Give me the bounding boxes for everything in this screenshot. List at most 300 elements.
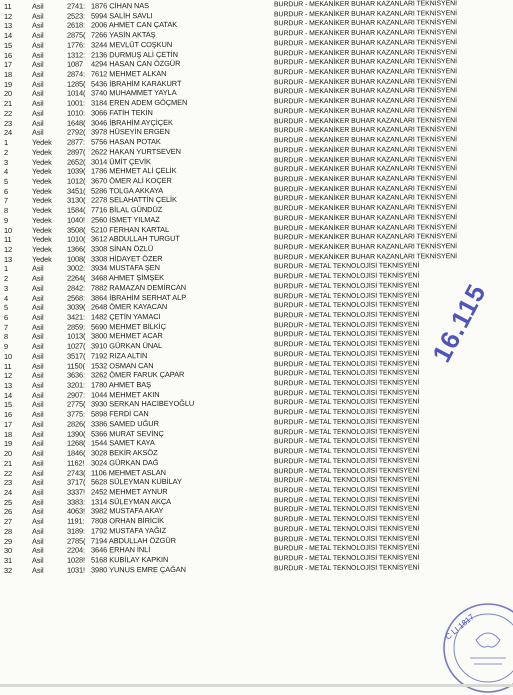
row-number: 10 (4, 351, 13, 361)
row-full-name: MUSTAFA AKAY (109, 506, 164, 516)
row-name-cell (91, 176, 231, 187)
row-program: BURDUR - METAL TEKNOLOJİSİ TEKNİSYENİ (274, 330, 420, 339)
row-code: 1532 (91, 360, 108, 371)
row-status: Asil (32, 380, 44, 390)
row-number: 19 (4, 79, 13, 89)
row-status: Asil (32, 536, 44, 546)
row-name-cell (91, 555, 231, 566)
row-number: 9 (4, 342, 9, 352)
row-id: 1087 (67, 59, 84, 69)
row-status: Yedek (32, 234, 52, 245)
row-full-name: FERHAN KARTAL (109, 224, 170, 234)
row-code: 5898 (91, 409, 108, 419)
row-number: 13 (4, 380, 13, 391)
row-id: 2877: (67, 137, 85, 147)
row-name-cell (91, 487, 231, 498)
row-program: BURDUR - METAL TEKNOLOJİSİ TEKNİSYENİ (274, 262, 420, 271)
row-code: 3386 (91, 419, 108, 429)
row-status: Asil (32, 50, 44, 60)
row-full-name: İBRAHİM AYÇİÇEK (109, 117, 173, 127)
row-program: BURDUR - MEKANİKER BUHAR KAZANLARI TEKNİSYENİ (274, 39, 457, 48)
row-number: 16 (4, 50, 13, 60)
row-code: 2622 (91, 147, 108, 157)
stamp-number: 16.115 (426, 278, 492, 368)
row-id: 3039( (67, 302, 86, 312)
row-code: 5756 (91, 137, 108, 147)
row-program: BURDUR - MEKANİKER BUHAR KAZANLARI TEKNİSYENİ (274, 68, 457, 77)
row-status: Asil (32, 439, 44, 449)
row-id: 2618: (67, 20, 85, 31)
row-status: Asil (32, 516, 44, 526)
row-program: BURDUR - MEKANİKER BUHAR KAZANLARI TEKNİSYENİ (274, 19, 457, 28)
row-number: 11 (4, 361, 12, 371)
row-number: 27 (4, 517, 13, 527)
row-number: 16 (4, 410, 13, 420)
row-number: 29 (4, 536, 13, 546)
row-status: Yedek (32, 225, 52, 235)
row-program: BURDUR - METAL TEKNOLOJİSİ TEKNİSYENİ (274, 476, 420, 485)
row-program: BURDUR - MEKANİKER BUHAR KAZANLARI TEKNİSYENİ (274, 48, 457, 57)
row-number: 31 (4, 555, 13, 565)
row-number: 23 (4, 478, 13, 488)
row-id: 1648( (67, 118, 86, 128)
row-code: 2648 (91, 302, 108, 312)
row-number: 8 (4, 332, 9, 342)
row-number: 32 (4, 565, 13, 575)
row-full-name: ÖMER ALİ KOÇER (109, 175, 172, 186)
row-id: 1268( (67, 438, 86, 448)
row-program: BURDUR - MEKANİKER BUHAR KAZANLARI TEKNİSYENİ (274, 116, 457, 125)
row-code: 3028 (91, 448, 108, 458)
row-full-name: MURAT SEVİNÇ (109, 428, 164, 438)
row-status: Asil (32, 21, 44, 31)
row-code: 5436 (91, 79, 108, 89)
row-id: 2792( (67, 127, 86, 137)
row-full-name: MEHMET BİLKİÇ (109, 321, 166, 332)
row-full-name: MEVLÜT COŞKUN (109, 39, 173, 50)
row-id: 1040! (67, 215, 85, 225)
row-full-name: AHMET ŞİMŞEK (108, 273, 164, 283)
row-full-name: HİDAYET ÖZER (109, 253, 163, 264)
row-id: 1150( (67, 361, 85, 371)
row-code: 1780 (91, 380, 108, 390)
row-program: BURDUR - MEKANİKER BUHAR KAZANLARI TEKNİSYENİ (274, 252, 457, 262)
row-number: 26 (4, 507, 13, 517)
row-number: 11 (4, 1, 12, 11)
row-full-name: İBRAHİM KARAKURT (109, 78, 182, 89)
row-status: Asil (32, 351, 44, 361)
row-id: 1039( (67, 166, 86, 176)
row-id: 1285( (67, 79, 86, 89)
row-status: Yedek (32, 215, 52, 225)
row-code: 3670 (91, 176, 108, 186)
row-program: BURDUR - METAL TEKNOLOJİSİ TEKNİSYENİ (274, 292, 420, 300)
row-name-cell (91, 107, 231, 118)
row-code: 3024 (91, 458, 108, 468)
row-id: 3775: (67, 409, 85, 419)
row-program: BURDUR - MEKANİKER BUHAR KAZANLARI TEKNİSYENİ (274, 58, 457, 67)
row-number: 1 (4, 138, 9, 148)
row-program: BURDUR - METAL TEKNOLOJİSİ TEKNİSYENİ (274, 534, 420, 543)
row-number: 18 (4, 429, 13, 439)
row-code: 1106 (91, 467, 107, 477)
row-id: 1031! (67, 565, 85, 575)
row-code: 7716 (91, 205, 108, 215)
row-id: 1008( (67, 254, 86, 264)
row-id: 2264( (67, 273, 86, 283)
row-program: BURDUR - METAL TEKNOLOJİSİ TEKNİSYENİ (274, 505, 420, 514)
row-code: 5994 (91, 11, 108, 21)
row-number: 24 (4, 487, 13, 497)
row-id: 3189: (67, 526, 85, 536)
row-name-cell (91, 312, 231, 323)
row-number: 17 (4, 60, 13, 70)
row-code: 3800 (91, 331, 108, 341)
row-full-name: HASAN CAN ÖZGÜR (109, 59, 181, 69)
row-status: Asil (32, 487, 44, 497)
row-id: 3636: (67, 370, 85, 380)
row-number: 3 (4, 157, 9, 167)
row-number: 24 (4, 128, 13, 138)
row-status: Asil (32, 545, 44, 556)
row-program: BURDUR - METAL TEKNOLOJİSİ TEKNİSYENİ (274, 282, 420, 291)
row-code: 3612 (91, 234, 108, 244)
row-code: 3980 (91, 565, 108, 575)
row-id: 2874: (67, 69, 85, 79)
row-program: BURDUR - MEKANİKER BUHAR KAZANLARI TEKNİSYENİ (274, 97, 457, 106)
row-full-name: TOLGA AKKAYA (109, 185, 164, 195)
row-program: BURDUR - MEKANİKER BUHAR KAZANLARI TEKNİSYENİ (274, 77, 457, 87)
row-number: 21 (4, 458, 13, 468)
row-full-name: RIZA ALTIN (109, 350, 148, 361)
row-program: BURDUR - METAL TEKNOLOJİSİ TEKNİSYENİ (274, 466, 420, 475)
row-program: BURDUR - METAL TEKNOLOJİSİ TEKNİSYENİ (274, 554, 420, 563)
row-id: 2652( (67, 156, 86, 167)
row-number: 1 (4, 264, 9, 274)
row-status: Asil (32, 448, 44, 458)
row-id: 3421: (67, 312, 85, 322)
row-code: 5690 (91, 322, 108, 332)
row-number: 19 (4, 439, 13, 449)
row-code: 3468 (91, 273, 108, 283)
row-program: BURDUR - METAL TEKNOLOJİSİ TEKNİSYENİ (274, 301, 420, 310)
row-id: 3337! (67, 487, 85, 497)
row-full-name: HAKAN YURTSEVEN (109, 146, 181, 157)
row-status: Yedek (32, 254, 52, 264)
row-program: BURDUR - MEKANİKER BUHAR KAZANLARI TEKNİSYENİ (274, 145, 457, 155)
row-id: 1001: (67, 98, 85, 108)
candidate-list (0, 2, 513, 575)
row-program: BURDUR - MEKANİKER BUHAR KAZANLARI TEKNİSYENİ (274, 0, 457, 9)
row-full-name: ABDULLAH TURGUT (108, 234, 180, 244)
row-number: 7 (4, 196, 9, 206)
row-number: 3 (4, 283, 9, 293)
row-status: Asil (32, 108, 44, 118)
row-status: Asil (32, 409, 44, 419)
row-id: 2875( (67, 30, 86, 40)
row-code: 3978 (91, 127, 108, 137)
row-code: 7612 (91, 69, 108, 79)
row-program: BURDUR - MEKANİKER BUHAR KAZANLARI TEKNİSYENİ (274, 204, 457, 213)
row-id: 3002: (67, 263, 85, 273)
row-id: 2204: (67, 545, 85, 555)
row-name-cell (91, 205, 231, 216)
row-program: BURDUR - METAL TEKNOLOJİSİ TEKNİSYENİ (274, 311, 420, 320)
row-id: 1846( (67, 448, 86, 458)
row-status: Asil (32, 30, 44, 40)
row-full-name: İBRAHİM SERHAT ALP (109, 292, 187, 302)
row-code: 3308 (91, 254, 108, 264)
row-full-name: DURMUŞ ALİ ÇETİN (109, 49, 178, 59)
row-full-name: MUSTAFA YAĞIZ (109, 525, 167, 536)
row-code: 5210 (91, 224, 108, 234)
row-program: BURDUR - METAL TEKNOLOJİSİ TEKNİSYENİ (274, 428, 420, 436)
row-number: 13 (4, 21, 13, 31)
row-id: 2775( (67, 399, 86, 410)
row-name-cell (91, 1, 231, 12)
row-full-name: AHMET BAŞ (108, 380, 151, 390)
row-status: Asil (32, 312, 44, 322)
row-program: BURDUR - METAL TEKNOLOJİSİ TEKNİSYENİ (274, 447, 420, 456)
row-status: Asil (32, 526, 44, 536)
row-status: Asil (32, 118, 44, 128)
row-code: 1482 (91, 312, 108, 322)
row-full-name: SAMET KAYA (109, 438, 155, 448)
row-full-name: EREN ADEM GÖÇMEN (109, 98, 188, 108)
row-id: 1014( (67, 88, 86, 99)
row-id: 3451( (67, 186, 86, 196)
row-id: 2741: (67, 1, 85, 11)
row-full-name: ABDULLAH ÖZGÜR (108, 535, 176, 545)
row-id: 3508( (67, 225, 86, 235)
row-id: 1162! (67, 458, 85, 468)
row-full-name: HASAN POTAK (109, 137, 161, 147)
seal-text: C LI 1817 (443, 612, 476, 642)
row-name-cell (91, 457, 231, 468)
row-name-cell (91, 525, 231, 536)
row-full-name: ÜMİT ÇEVİK (109, 156, 151, 166)
row-program: BURDUR - METAL TEKNOLOJİSİ TEKNİSYENİ (274, 496, 420, 504)
row-program: BURDUR - METAL TEKNOLOJİSİ TEKNİSYENİ (274, 418, 420, 427)
row-program: BURDUR - MEKANİKER BUHAR KAZANLARI TEKNİSYENİ (274, 243, 457, 252)
row-name-cell (91, 69, 231, 80)
row-id: 1013( (67, 331, 86, 342)
row-full-name: MEHMET ALİ ÇELİK (109, 166, 177, 176)
row-code: 3184 (91, 98, 108, 108)
row-program: BURDUR - MEKANİKER BUHAR KAZANLARI TEKNİSYENİ (274, 9, 457, 19)
row-name-cell (91, 350, 231, 361)
row-code: 5628 (91, 477, 108, 487)
row-full-name: İSMET YILMAZ (109, 214, 160, 225)
row-number: 8 (4, 206, 9, 216)
row-name-cell (91, 380, 231, 391)
row-status: Asil (32, 79, 44, 89)
row-code: 1876 (91, 1, 108, 11)
row-code: 7266 (91, 30, 108, 40)
row-id: 3201: (67, 380, 85, 390)
row-name-cell (91, 244, 231, 255)
row-id: 1191: (67, 516, 85, 526)
row-id: 1584( (67, 205, 86, 215)
row-status: Asil (32, 40, 44, 50)
row-full-name: ORHAN BİRİCİK (109, 516, 165, 526)
row-full-name: BEKİR AKSÖZ (109, 448, 158, 458)
row-status: Yedek (32, 147, 52, 157)
row-code: 3262 (91, 370, 108, 380)
row-full-name: SÜLEYMAN KUBİLAY (109, 477, 182, 487)
row-status: Yedek (32, 166, 52, 177)
row-full-name: SÜLEYMAN AKÇA (109, 496, 172, 506)
row-number: 4 (4, 167, 9, 177)
row-status: Asil (32, 273, 44, 283)
row-program: BURDUR - MEKANİKER BUHAR KAZANLARI TEKNİSYENİ (274, 184, 457, 193)
row-number: 18 (4, 69, 13, 80)
row-full-name: SELAHATTİN ÇELİK (109, 195, 177, 205)
row-code: 7192 (91, 351, 108, 361)
row-full-name: YASİN AKTAŞ (109, 30, 156, 40)
row-status: Asil (32, 477, 44, 488)
row-code: 5286 (91, 186, 108, 196)
row-program: BURDUR - METAL TEKNOLOJİSİ TEKNİSYENİ (274, 379, 420, 388)
row-program: BURDUR - MEKANİKER BUHAR KAZANLARI TEKNİSYENİ (274, 155, 457, 164)
row-code: 3646 (91, 545, 108, 555)
row-full-name: MEHMET AYNUR (109, 486, 168, 497)
row-full-name: CİHAN NAS (109, 1, 150, 11)
row-status: Asil (32, 98, 44, 108)
row-number: 9 (4, 215, 9, 225)
row-number: 5 (4, 303, 9, 313)
row-status: Asil (32, 283, 44, 293)
row-full-name: HÜSEYİN ERGEN (109, 127, 170, 137)
row-full-name: OSMAN CAN (109, 360, 154, 370)
row-status: Asil (32, 565, 44, 575)
row-program: BURDUR - MEKANİKER BUHAR KAZANLARI TEKNİSYENİ (274, 87, 457, 96)
row-code: 1314 (91, 497, 108, 507)
row-id: 4063! (67, 506, 85, 516)
row-number: 21 (4, 99, 13, 109)
row-number: 14 (4, 390, 13, 400)
row-id: 2859: (67, 322, 85, 332)
row-id: 1390( (67, 429, 86, 439)
row-program: BURDUR - METAL TEKNOLOJİSİ TEKNİSYENİ (274, 389, 420, 398)
row-status: Asil (32, 419, 44, 429)
row-code: 1786 (91, 166, 108, 176)
row-code: 2278 (91, 195, 108, 205)
row-name-cell (91, 273, 231, 284)
row-name-cell (91, 448, 231, 459)
row-status: Asil (32, 341, 44, 351)
row-status: Asil (32, 497, 44, 507)
official-seal-icon (440, 600, 513, 695)
row-id: 1010( (67, 234, 86, 244)
row-id: 1027( (67, 341, 86, 351)
row-code: 3014 (91, 156, 108, 166)
row-program: BURDUR - MEKANİKER BUHAR KAZANLARI TEKNİSYENİ (274, 165, 457, 174)
row-code: 3864 (91, 292, 108, 303)
row-code: 2452 (91, 487, 108, 497)
row-program: BURDUR - METAL TEKNOLOJİSİ TEKNİSYENİ (274, 360, 420, 368)
row-id: 2842: (67, 283, 85, 293)
row-full-name: GÜRKAN ÜNAL (109, 341, 163, 351)
row-status: Asil (32, 468, 44, 478)
row-code: 3244 (91, 40, 108, 50)
row-full-name: MEHMET ACAR (109, 331, 163, 341)
row-number: 7 (4, 322, 9, 332)
row-number: 2 (4, 147, 9, 157)
row-id: 1366( (67, 244, 86, 254)
row-number: 30 (4, 546, 13, 556)
row-name-cell (91, 418, 231, 429)
row-number: 6 (4, 186, 9, 196)
row-number: 6 (4, 312, 9, 322)
row-number: 13 (4, 254, 13, 264)
row-code: 1792 (91, 526, 108, 536)
row-id: 3130( (67, 195, 86, 205)
row-program: BURDUR - METAL TEKNOLOJİSİ TEKNİSYENİ (274, 272, 420, 281)
row-name-cell (91, 137, 231, 148)
row-code: 3934 (91, 263, 108, 273)
row-number: 25 (4, 497, 13, 507)
row-program: BURDUR - METAL TEKNOLOJİSİ TEKNİSYENİ (274, 340, 420, 349)
row-program: BURDUR - METAL TEKNOLOJİSİ TEKNİSYENİ (274, 544, 420, 553)
row-status: Yedek (32, 186, 52, 196)
row-status: Asil (32, 555, 44, 565)
row-status: Asil (32, 458, 44, 468)
row-program: BURDUR - MEKANİKER BUHAR KAZANLARI TEKNİSYENİ (274, 126, 457, 135)
row-program: BURDUR - MEKANİKER BUHAR KAZANLARI TEKNİSYENİ (274, 175, 457, 184)
row-full-name: SALİH SAVLI (109, 10, 153, 21)
row-number: 20 (4, 448, 13, 459)
row-program: BURDUR - METAL TEKNOLOJİSİ TEKNİSYENİ (274, 515, 420, 524)
row-id: 1312: (67, 50, 85, 60)
row-number: 12 (4, 371, 13, 381)
row-status: Asil (32, 507, 44, 517)
row-full-name: YUNUS EMRE ÇAĞAN (109, 564, 186, 575)
row-full-name: KUBİLAY KAPKIN (109, 554, 169, 565)
row-number: 4 (4, 293, 9, 303)
row-program: BURDUR - METAL TEKNOLOJİSİ TEKNİSYENİ (274, 350, 420, 359)
row-program: BURDUR - METAL TEKNOLOJİSİ TEKNİSYENİ (274, 437, 420, 446)
row-code: 1544 (91, 438, 108, 448)
row-code: 3046 (91, 117, 108, 128)
row-status: Asil (32, 293, 44, 303)
row-code: 7194 (91, 535, 108, 545)
row-status: Asil (32, 1, 44, 11)
row-program: BURDUR - METAL TEKNOLOJİSİ TEKNİSYENİ (274, 369, 420, 378)
row-full-name: SERKAN HACIBEYOĞLU (109, 399, 195, 409)
row-name-cell (91, 564, 231, 575)
row-status: Asil (32, 89, 44, 99)
row-id: 2743( (67, 467, 86, 478)
row-id: 1010: (67, 108, 85, 118)
row-status: Asil (32, 11, 44, 21)
row-id: 2907: (67, 390, 85, 400)
row-full-name: ERHAN İNLİ (109, 545, 151, 555)
row-full-name: MEHMET AKIN (109, 389, 160, 400)
row-code: 3740 (91, 88, 108, 98)
row-number: 28 (4, 526, 13, 536)
row-code: 2006 (91, 20, 108, 30)
row-name-cell (91, 282, 231, 293)
row-number: 11 (4, 235, 12, 245)
row-full-name: FATİH TEKİN (109, 107, 153, 118)
row-program: BURDUR - METAL TEKNOLOJİSİ TEKNİSYENİ (274, 564, 420, 573)
row-program: BURDUR - METAL TEKNOLOJİSİ TEKNİSYENİ (274, 457, 420, 466)
row-program: BURDUR - MEKANİKER BUHAR KAZANLARI TEKNİSYENİ (274, 107, 457, 116)
row-program: BURDUR - METAL TEKNOLOJİSİ TEKNİSYENİ (274, 398, 420, 407)
row-full-name: FERDİ CAN (109, 409, 149, 419)
row-name-cell (91, 146, 231, 157)
